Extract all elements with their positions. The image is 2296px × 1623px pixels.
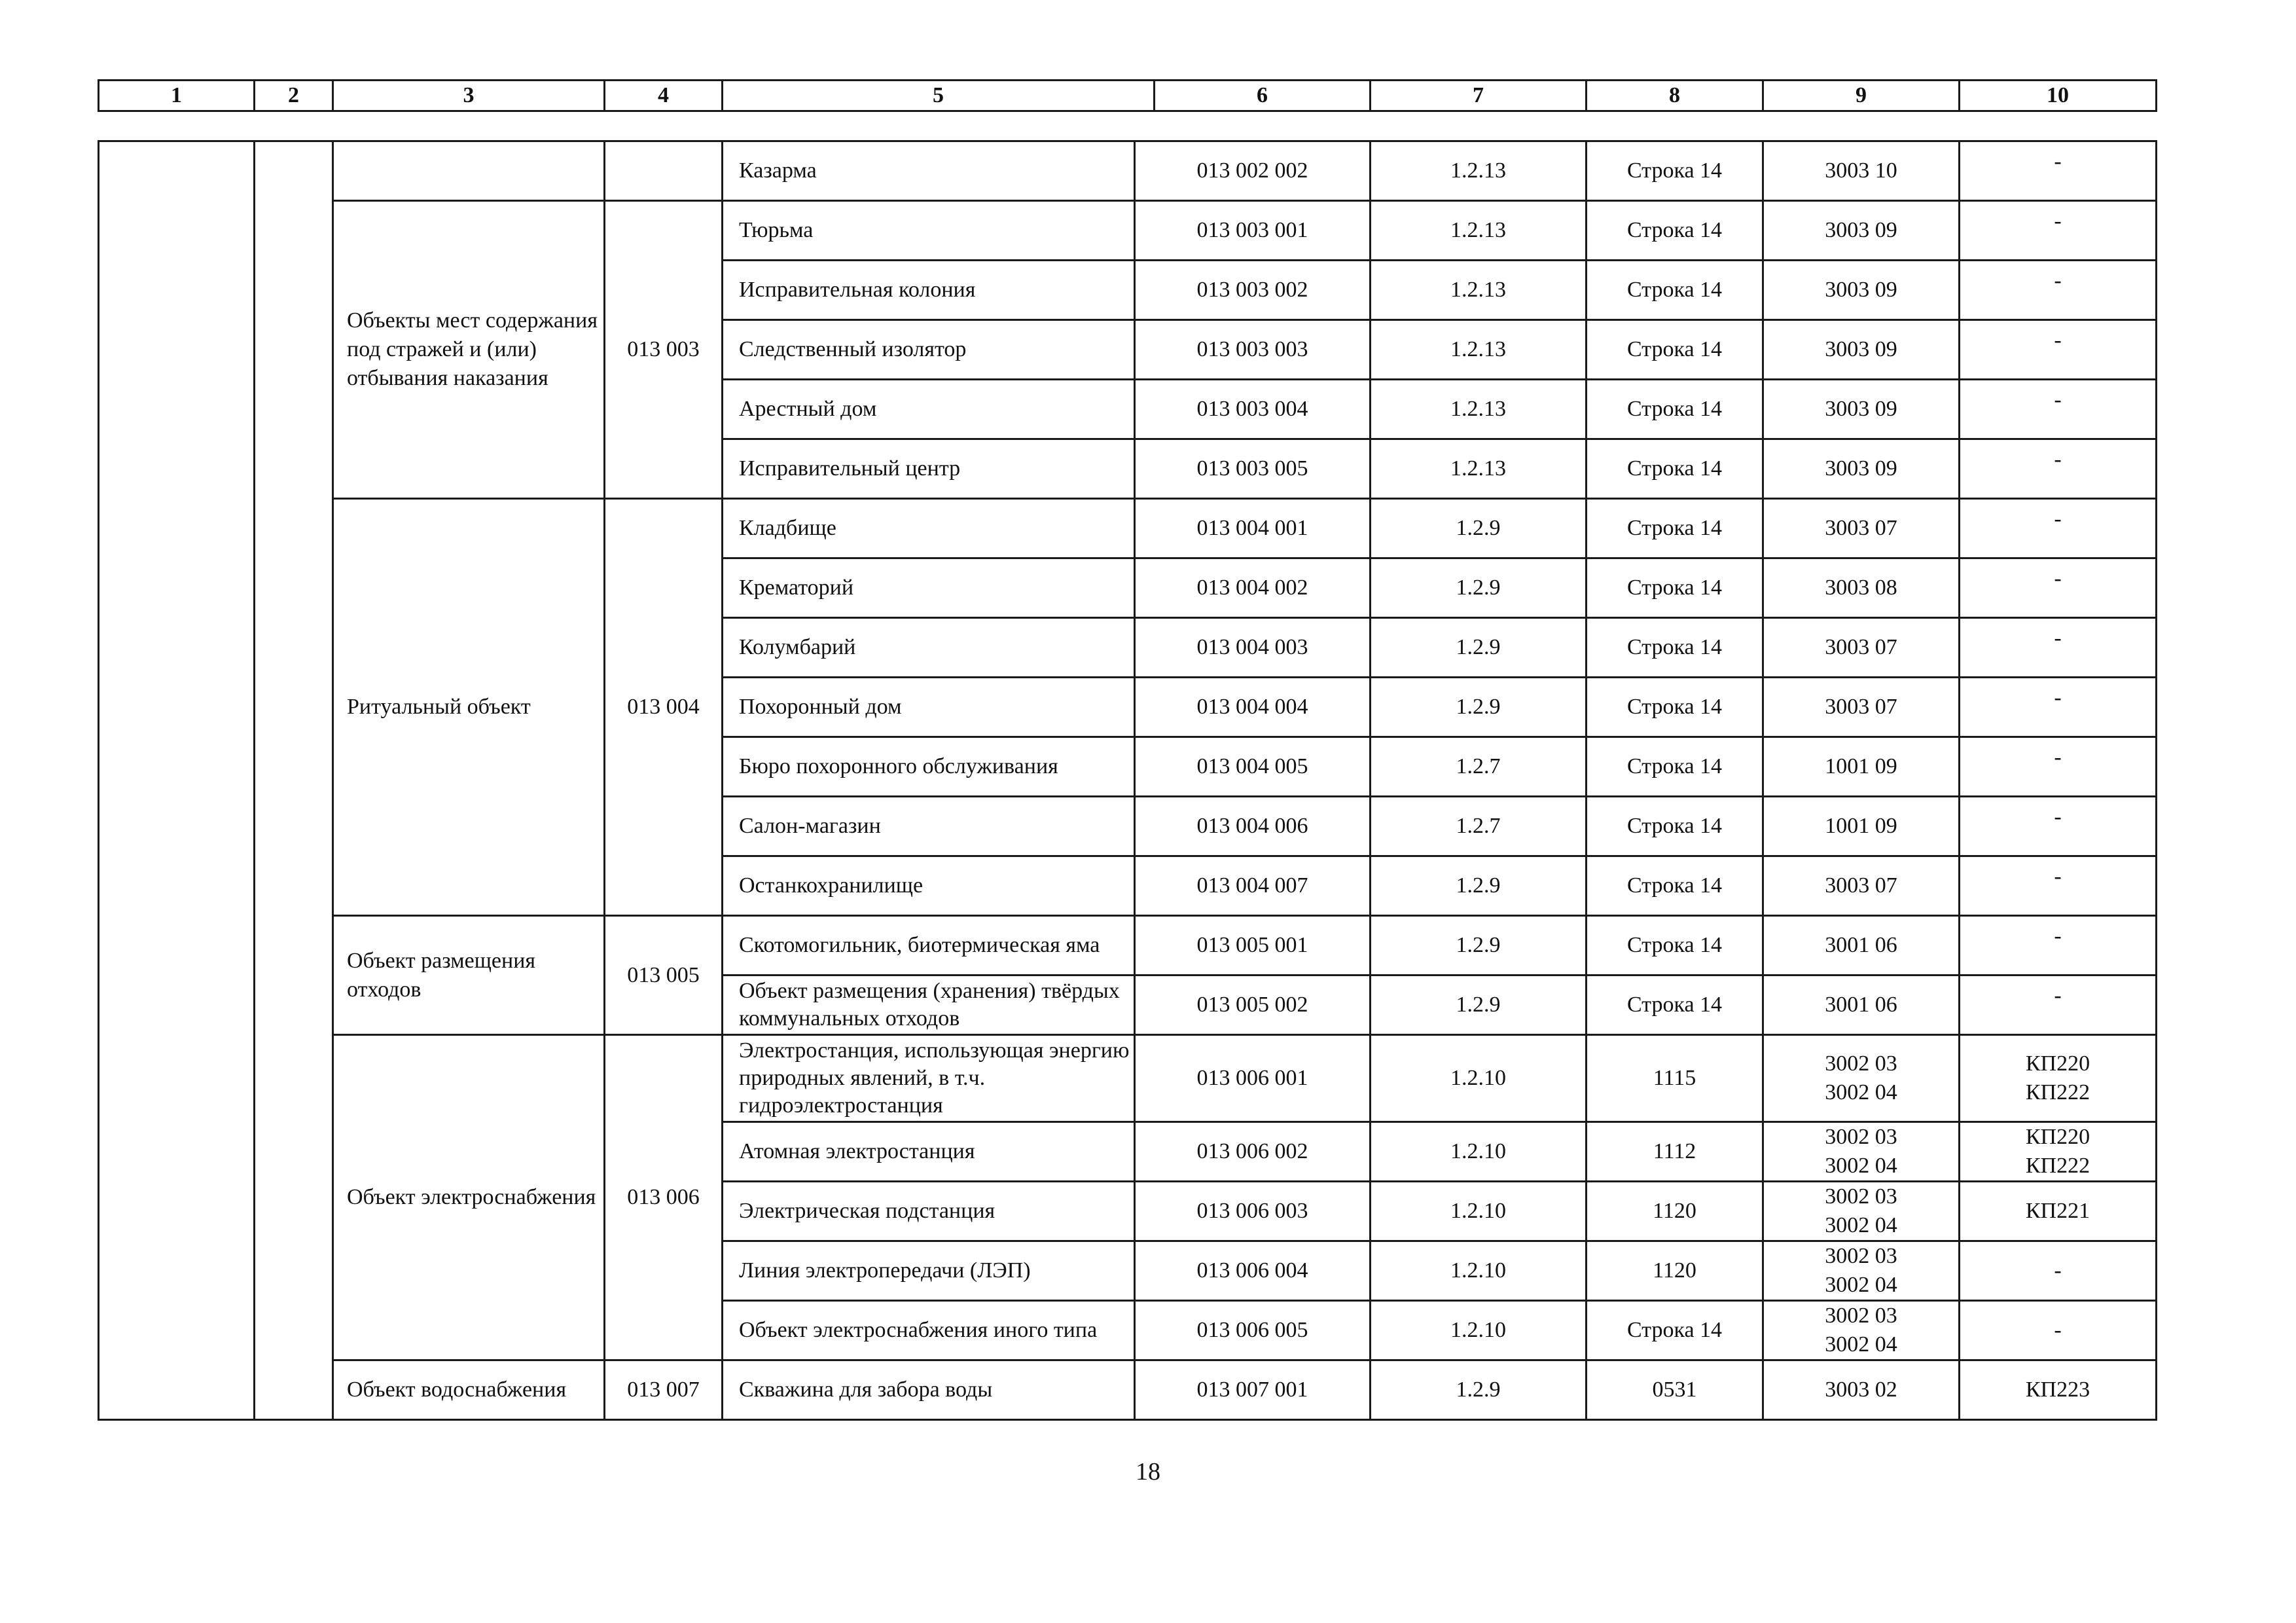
column-10-cell xyxy=(1960,141,2157,201)
column-10-cell xyxy=(1960,1035,2157,1122)
column-10-cell xyxy=(1960,1241,2157,1301)
object-code-cell: 013 005 001 xyxy=(1135,916,1371,976)
column-9-cell xyxy=(1763,1241,1960,1301)
column-8-cell: Строка 14 xyxy=(1587,797,1763,856)
column-10-cell xyxy=(1960,439,2157,499)
column-10-value: - xyxy=(2054,745,2062,769)
column-10-value: - xyxy=(2054,268,2062,293)
column-8-cell: Строка 14 xyxy=(1587,201,1763,261)
object-code-cell: 013 006 004 xyxy=(1135,1241,1371,1301)
header-cell: 10 xyxy=(1960,81,2157,111)
table-row xyxy=(99,1360,2157,1420)
header-cell: 6 xyxy=(1155,81,1371,111)
column-9-cell xyxy=(1763,976,1960,1035)
column-10-cell xyxy=(1960,856,2157,916)
column-9-value: 3003 10 xyxy=(1825,158,1897,183)
column-10-cell xyxy=(1960,201,2157,261)
column-10-cell xyxy=(1960,380,2157,439)
column-9-cell xyxy=(1763,141,1960,201)
object-code-cell: 013 004 003 xyxy=(1135,618,1371,678)
column-10-value: КП222 xyxy=(2025,1154,2090,1178)
column-10-cell xyxy=(1960,1122,2157,1182)
column-7-cell: 1.2.13 xyxy=(1371,261,1587,320)
table-row xyxy=(99,141,2157,201)
object-code-cell: 013 002 002 xyxy=(1135,141,1371,201)
object-name-cell: Казарма xyxy=(723,141,1135,201)
column-9-cell xyxy=(1763,1182,1960,1241)
column-2-cell xyxy=(255,141,333,1420)
object-name-cell: Арестный дом xyxy=(723,380,1135,439)
column-10-cell xyxy=(1960,1360,2157,1420)
object-name-cell: Бюро похоронного обслуживания xyxy=(723,737,1135,797)
column-9-value: 3002 04 xyxy=(1825,1080,1897,1104)
column-10-value: - xyxy=(2054,1318,2062,1342)
group-code-cell: 013 007 xyxy=(605,1360,723,1420)
object-code-cell: 013 003 002 xyxy=(1135,261,1371,320)
column-10-cell xyxy=(1960,1182,2157,1241)
column-10-cell xyxy=(1960,320,2157,380)
column-9-value: 3001 06 xyxy=(1825,993,1897,1017)
column-7-cell: 1.2.9 xyxy=(1371,558,1587,618)
column-9-cell xyxy=(1763,1035,1960,1122)
column-9-cell xyxy=(1763,797,1960,856)
column-9-cell xyxy=(1763,1301,1960,1360)
column-8-cell: Строка 14 xyxy=(1587,320,1763,380)
group-name-cell: Объекты мест содержания под стражей и (или) отбывания наказания xyxy=(333,201,605,499)
column-10-cell xyxy=(1960,797,2157,856)
column-9-cell xyxy=(1763,856,1960,916)
column-9-cell xyxy=(1763,618,1960,678)
column-10-value: - xyxy=(2054,1258,2062,1283)
object-code-cell: 013 007 001 xyxy=(1135,1360,1371,1420)
column-9-cell xyxy=(1763,558,1960,618)
column-9-value: 3003 07 xyxy=(1825,873,1897,898)
column-10-value: КП220 xyxy=(2025,1125,2090,1149)
object-name-cell: Крематорий xyxy=(723,558,1135,618)
column-8-cell: Строка 14 xyxy=(1587,558,1763,618)
column-8-cell: Строка 14 xyxy=(1587,380,1763,439)
column-9-value: 3002 04 xyxy=(1825,1273,1897,1297)
column-10-value: - xyxy=(2054,864,2062,888)
column-10-cell xyxy=(1960,499,2157,558)
object-name-cell: Линия электропередачи (ЛЭП) xyxy=(723,1241,1135,1301)
column-1-cell xyxy=(99,141,255,1420)
column-10-value: - xyxy=(2054,447,2062,471)
column-7-cell: 1.2.7 xyxy=(1371,797,1587,856)
column-8-cell: Строка 14 xyxy=(1587,678,1763,737)
object-name-cell: Объект электроснабжения иного типа xyxy=(723,1301,1135,1360)
column-7-cell: 1.2.9 xyxy=(1371,976,1587,1035)
column-9-value: 3002 03 xyxy=(1825,1125,1897,1149)
page-number: 18 xyxy=(1136,1458,1160,1486)
object-code-cell: 013 004 007 xyxy=(1135,856,1371,916)
column-9-value: 3002 03 xyxy=(1825,1304,1897,1328)
object-name-cell: Тюрьма xyxy=(723,201,1135,261)
column-10-cell xyxy=(1960,737,2157,797)
table-row xyxy=(99,1035,2157,1122)
column-7-cell: 1.2.13 xyxy=(1371,201,1587,261)
column-9-value: 3003 07 xyxy=(1825,635,1897,659)
column-8-cell: Строка 14 xyxy=(1587,976,1763,1035)
column-8-cell: 0531 xyxy=(1587,1360,1763,1420)
object-code-cell: 013 003 003 xyxy=(1135,320,1371,380)
column-9-value: 3003 09 xyxy=(1825,456,1897,481)
column-9-cell xyxy=(1763,1360,1960,1420)
column-9-cell xyxy=(1763,380,1960,439)
column-10-cell xyxy=(1960,678,2157,737)
group-name-cell: Объект размещения отходов xyxy=(333,916,605,1035)
column-9-value: 3002 04 xyxy=(1825,1332,1897,1357)
object-code-cell: 013 005 002 xyxy=(1135,976,1371,1035)
object-name-cell: Объект размещения (хранения) твёрдых коммунальных отходов xyxy=(723,976,1135,1035)
column-8-cell: Строка 14 xyxy=(1587,916,1763,976)
object-code-cell: 013 006 005 xyxy=(1135,1301,1371,1360)
column-9-value: 3003 09 xyxy=(1825,337,1897,361)
column-7-cell: 1.2.13 xyxy=(1371,380,1587,439)
group-code-cell xyxy=(605,141,723,201)
column-9-value: 3002 04 xyxy=(1825,1213,1897,1237)
object-name-cell: Скважина для забора воды xyxy=(723,1360,1135,1420)
column-7-cell: 1.2.9 xyxy=(1371,1360,1587,1420)
object-name-cell: Атомная электростанция xyxy=(723,1122,1135,1182)
object-code-cell: 013 006 001 xyxy=(1135,1035,1371,1122)
column-7-cell: 1.2.13 xyxy=(1371,439,1587,499)
column-8-cell: 1120 xyxy=(1587,1182,1763,1241)
column-10-value: - xyxy=(2054,328,2062,352)
column-10-cell xyxy=(1960,558,2157,618)
object-name-cell: Электростанция, использующая энергию природных явлений, в т.ч. гидроэлектростанция xyxy=(723,1035,1135,1122)
header-cell: 3 xyxy=(333,81,605,111)
column-number-header xyxy=(98,79,2157,112)
column-10-value: КП221 xyxy=(2025,1199,2090,1223)
column-8-cell: Строка 14 xyxy=(1587,1301,1763,1360)
column-9-value: 3003 09 xyxy=(1825,218,1897,242)
column-9-cell xyxy=(1763,1122,1960,1182)
column-10-value: - xyxy=(2054,209,2062,233)
column-7-cell: 1.2.9 xyxy=(1371,916,1587,976)
group-name-cell xyxy=(333,141,605,201)
column-9-cell xyxy=(1763,439,1960,499)
object-code-cell: 013 006 003 xyxy=(1135,1182,1371,1241)
column-8-cell: Строка 14 xyxy=(1587,737,1763,797)
column-10-value: - xyxy=(2054,626,2062,650)
object-code-cell: 013 004 005 xyxy=(1135,737,1371,797)
header-row xyxy=(99,81,2157,111)
column-10-value: - xyxy=(2054,388,2062,412)
group-name-cell: Ритуальный объект xyxy=(333,499,605,916)
column-9-value: 3003 09 xyxy=(1825,397,1897,421)
group-code-cell: 013 006 xyxy=(605,1035,723,1360)
object-code-cell: 013 004 004 xyxy=(1135,678,1371,737)
column-10-value: - xyxy=(2054,685,2062,710)
column-10-value: - xyxy=(2054,566,2062,591)
column-9-cell xyxy=(1763,916,1960,976)
column-8-cell: Строка 14 xyxy=(1587,141,1763,201)
column-9-value: 3002 03 xyxy=(1825,1184,1897,1209)
object-code-cell: 013 004 001 xyxy=(1135,499,1371,558)
object-name-cell: Следственный изолятор xyxy=(723,320,1135,380)
header-cell: 1 xyxy=(99,81,255,111)
object-name-cell: Скотомогильник, биотермическая яма xyxy=(723,916,1135,976)
group-code-cell: 013 004 xyxy=(605,499,723,916)
object-name-cell: Салон-магазин xyxy=(723,797,1135,856)
column-10-value: - xyxy=(2054,149,2062,173)
object-name-cell: Электрическая подстанция xyxy=(723,1182,1135,1241)
column-9-value: 3002 03 xyxy=(1825,1244,1897,1268)
header-cell: 9 xyxy=(1763,81,1960,111)
object-name-cell: Исправительная колония xyxy=(723,261,1135,320)
column-10-cell xyxy=(1960,976,2157,1035)
column-7-cell: 1.2.9 xyxy=(1371,499,1587,558)
object-code-cell: 013 003 001 xyxy=(1135,201,1371,261)
column-10-value: - xyxy=(2054,983,2062,1008)
group-code-cell: 013 005 xyxy=(605,916,723,1035)
object-code-cell: 013 003 004 xyxy=(1135,380,1371,439)
object-name-cell: Колумбарий xyxy=(723,618,1135,678)
column-9-cell xyxy=(1763,678,1960,737)
object-name-cell: Останкохранилище xyxy=(723,856,1135,916)
column-10-cell xyxy=(1960,261,2157,320)
column-10-cell xyxy=(1960,1301,2157,1360)
objects-classifier-table xyxy=(98,140,2157,1421)
object-code-cell: 013 004 002 xyxy=(1135,558,1371,618)
column-8-cell: 1115 xyxy=(1587,1035,1763,1122)
column-9-value: 3003 09 xyxy=(1825,278,1897,302)
header-cell: 4 xyxy=(605,81,723,111)
column-8-cell: Строка 14 xyxy=(1587,499,1763,558)
column-10-cell xyxy=(1960,916,2157,976)
object-name-cell: Кладбище xyxy=(723,499,1135,558)
column-9-value: 3002 03 xyxy=(1825,1051,1897,1076)
column-8-cell: Строка 14 xyxy=(1587,618,1763,678)
column-9-cell xyxy=(1763,499,1960,558)
column-10-value: - xyxy=(2054,507,2062,531)
object-code-cell: 013 006 002 xyxy=(1135,1122,1371,1182)
column-7-cell: 1.2.10 xyxy=(1371,1122,1587,1182)
column-9-value: 3001 06 xyxy=(1825,933,1897,957)
column-7-cell: 1.2.7 xyxy=(1371,737,1587,797)
column-7-cell: 1.2.13 xyxy=(1371,320,1587,380)
group-name-cell: Объект электроснабжения xyxy=(333,1035,605,1360)
column-10-cell xyxy=(1960,618,2157,678)
column-9-value: 3002 04 xyxy=(1825,1154,1897,1178)
column-9-value: 3003 08 xyxy=(1825,575,1897,600)
column-10-value: КП220 xyxy=(2025,1051,2090,1076)
column-8-cell: Строка 14 xyxy=(1587,261,1763,320)
group-code-cell: 013 003 xyxy=(605,201,723,499)
table-row xyxy=(99,916,2157,976)
column-8-cell: Строка 14 xyxy=(1587,856,1763,916)
column-10-value: КП223 xyxy=(2025,1377,2090,1402)
table-row xyxy=(99,201,2157,261)
table-row xyxy=(99,499,2157,558)
column-9-value: 1001 09 xyxy=(1825,814,1897,838)
column-8-cell: 1112 xyxy=(1587,1122,1763,1182)
column-9-value: 3003 07 xyxy=(1825,516,1897,540)
column-9-value: 3003 07 xyxy=(1825,695,1897,719)
column-10-value: - xyxy=(2054,924,2062,948)
column-9-cell xyxy=(1763,320,1960,380)
column-7-cell: 1.2.10 xyxy=(1371,1035,1587,1122)
header-cell: 2 xyxy=(255,81,333,111)
column-9-cell xyxy=(1763,201,1960,261)
object-code-cell: 013 004 006 xyxy=(1135,797,1371,856)
column-7-cell: 1.2.9 xyxy=(1371,856,1587,916)
column-8-cell: Строка 14 xyxy=(1587,439,1763,499)
object-code-cell: 013 003 005 xyxy=(1135,439,1371,499)
column-8-cell: 1120 xyxy=(1587,1241,1763,1301)
header-cell: 5 xyxy=(723,81,1155,111)
column-9-value: 3003 02 xyxy=(1825,1377,1897,1402)
object-name-cell: Исправительный центр xyxy=(723,439,1135,499)
column-10-value: - xyxy=(2054,805,2062,829)
column-7-cell: 1.2.13 xyxy=(1371,141,1587,201)
group-name-cell: Объект водоснабжения xyxy=(333,1360,605,1420)
column-7-cell: 1.2.10 xyxy=(1371,1241,1587,1301)
column-7-cell: 1.2.9 xyxy=(1371,678,1587,737)
column-9-cell xyxy=(1763,737,1960,797)
column-7-cell: 1.2.10 xyxy=(1371,1301,1587,1360)
header-cell: 7 xyxy=(1371,81,1587,111)
column-10-value: КП222 xyxy=(2025,1080,2090,1104)
header-cell: 8 xyxy=(1587,81,1763,111)
object-name-cell: Похоронный дом xyxy=(723,678,1135,737)
column-9-value: 1001 09 xyxy=(1825,754,1897,778)
column-9-cell xyxy=(1763,261,1960,320)
column-7-cell: 1.2.9 xyxy=(1371,618,1587,678)
column-7-cell: 1.2.10 xyxy=(1371,1182,1587,1241)
